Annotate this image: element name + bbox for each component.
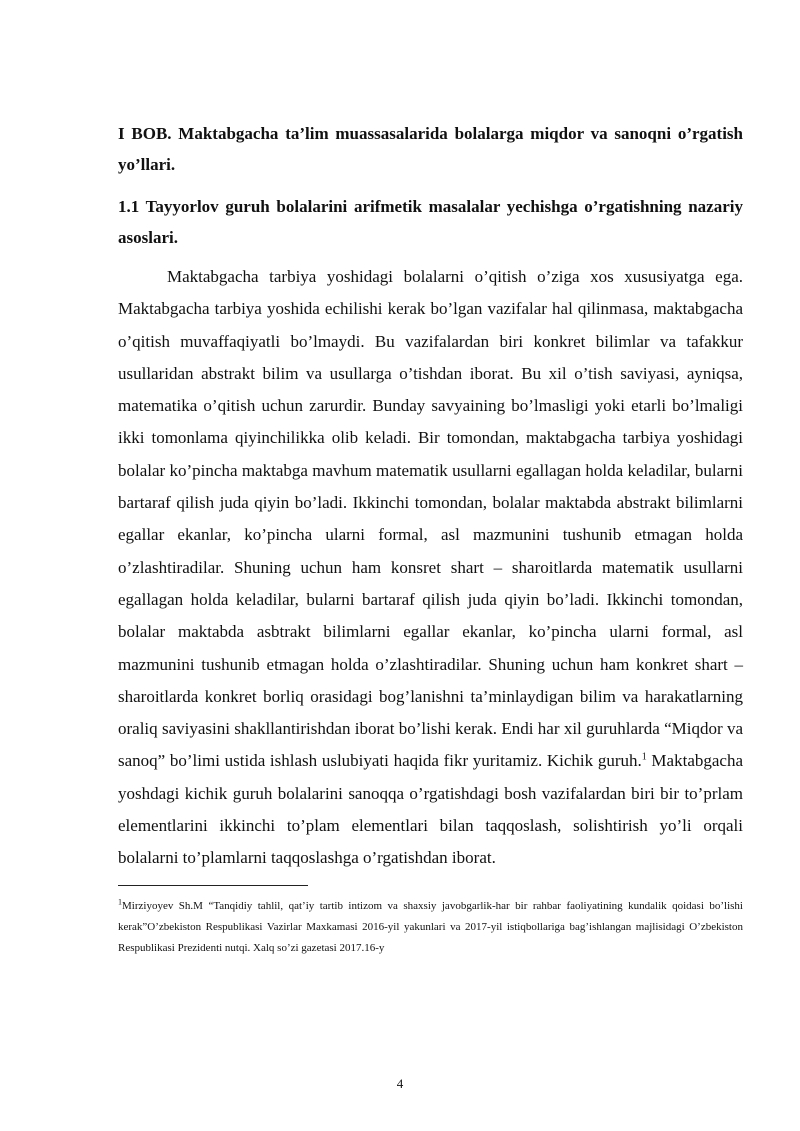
body-text-part-1: Maktabgacha tarbiya yoshidagi bolalarni o’qitish o’ziga xos xususiyatga ega. Maktabgacha tarbiya yoshida echilishi kerak bo’lgan vazifalar hal qilinmasa, maktabgacha o’qitish muvaffaqiyatli bo’lmaydi. Bu vazifalardan biri konkret bilimlar va tafakkur usullaridan abstrakt bilim va usullarga o’tishdan iborat. Bu xil o’tish saviyasi, ayniqsa, matematika o’qitish uchun zarurdir. Bunday savyaining bo’lmasligi yoki etarli bo’lmaligi ikki tomonlama qiyinchilikka olib keladi. Bir tomondan, maktabgacha tarbiya yoshidagi bolalar ko’pincha maktabga mavhum matematik usullarni egallagan holda keladilar, bularni bartaraf qilish juda qiyin bo’ladi. Ikkinchi tomondan, bolalar maktabda abstrakt bilimlarni egallar ekanlar, ko’pincha ularni formal, asl mazmunini tushunib etmagan holda o’zlashtiradilar. Shuning uchun ham konsret shart – sharoitlarda matematik usullarni egallagan holda keladilar, bularni bartaraf qilish juda qiyin bo’ladi. Ikkinchi tomondan, bolalar maktabda asbtrakt bilimlarni egallar ekanlar, ko’pincha ularni formal, asl mazmunini tushunib etmagan holda o’zlashtiradilar. Shuning uchun ham konkret shart – sharoitlarda konkret borliq orasidagi bog’lanishni ta’minlaydigan bilim va harakatlarning oraliq saviyasini shakllantirishdan iborat bo’lishi kerak. Endi har xil guruhlarda “Miqdor va sanoq” bo’limi ustida ishlash uslubiyati haqida fikr yuritamiz. Kichik guruh. (118, 267, 743, 771)
footnote-text: Mirziyoyev Sh.M “Tanqidiy tahlil, qat’iy tartib intizom va shaxsiy javobgarlik-har bir rahbar faoliyatining kundalik qoidasi bo’lishi kerak”O’zbekiston Respublikasi Vazirlar Maxkamasi 2016-yil yakunlari va 2017-yil istiqbollariga bag’ishlangan majlisidagi O’zbekiston Respublikasi Prezidenti nutqi. Xalq so’zi gazetasi 2017.16-y (118, 899, 743, 954)
footnote (118, 896, 743, 959)
body-text-part-2: Maktabgacha yoshdagi kichik guruh bolalarini sanoqqa o’rgatishdagi bosh vazifalardan biri bir to’prlam elementlarini ikkinchi to’plam elementlari bilan taqqoslash, solishtirish yo’li orqali bolalarni to’plamlarni taqqoslashga o’rgatishdan iborat. (118, 751, 744, 868)
footnote-separator (118, 885, 308, 886)
footnote-reference: 1 (641, 751, 647, 763)
page-number: 4 (396, 1076, 404, 1091)
body-paragraph (118, 261, 743, 875)
chapter-heading: I BOB. Maktabgacha ta’lim muassasalarida bolalarga miqdor va sanoqni o’rgatish yo’llari. (118, 124, 743, 174)
section-heading: 1.1 Tayyorlov guruh bolalarini arifmetik masalalar yechishga o’rgatishning nazariy asoslari. (118, 197, 743, 247)
document-page (118, 118, 743, 959)
footnote-marker: 1 (118, 896, 122, 906)
